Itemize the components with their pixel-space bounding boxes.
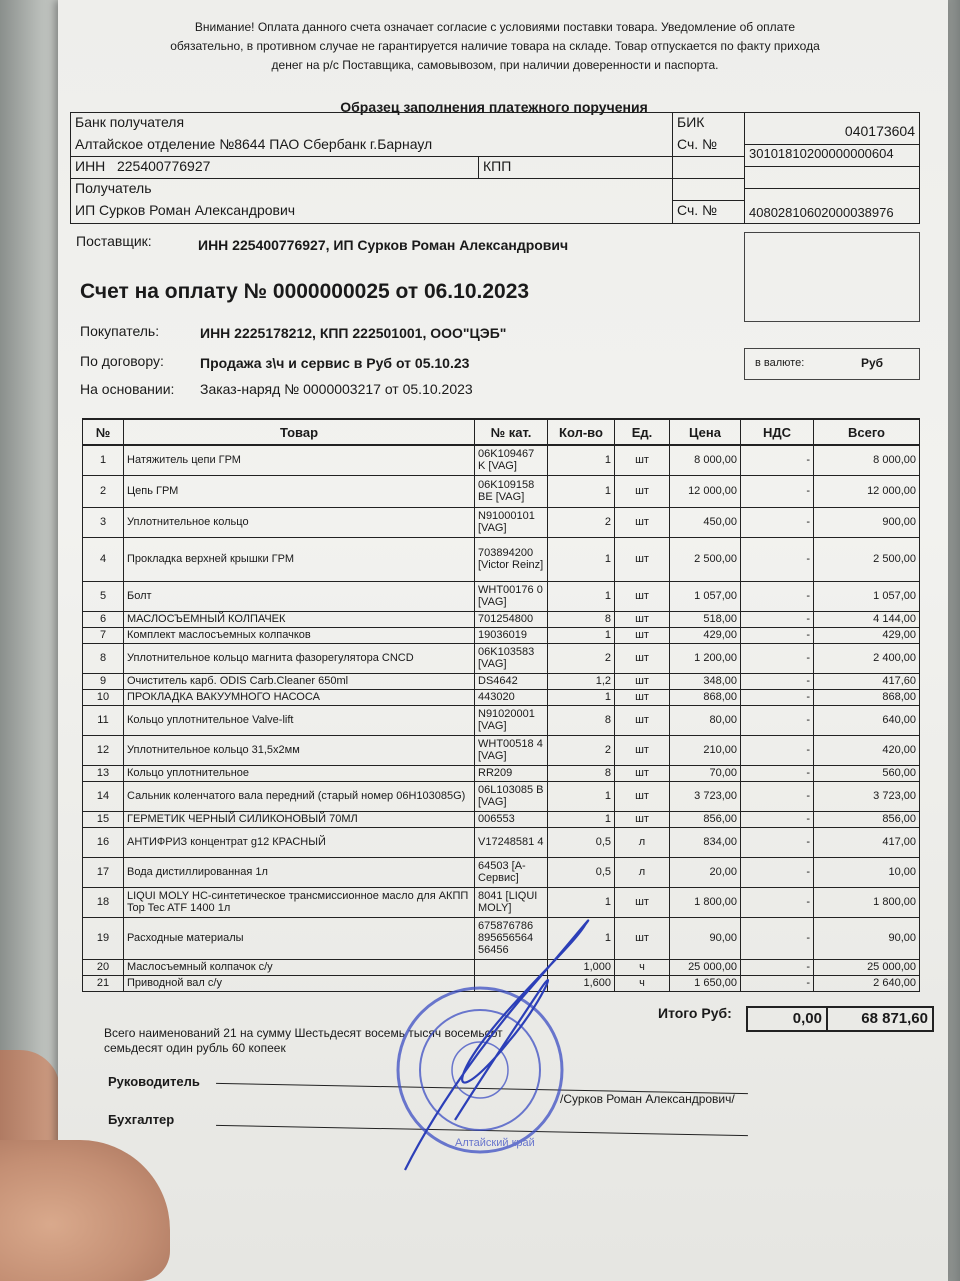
vat: - bbox=[741, 781, 814, 811]
quantity: 1 bbox=[548, 627, 615, 643]
table-row bbox=[83, 917, 920, 959]
total: 1 057,00 bbox=[814, 581, 920, 611]
item-name: АНТИФРИЗ концентрат g12 КРАСНЫЙ bbox=[124, 827, 475, 857]
supplier-label: Поставщик: bbox=[76, 233, 152, 249]
vat: - bbox=[741, 887, 814, 917]
price: 25 000,00 bbox=[670, 959, 741, 975]
total: 2 500,00 bbox=[814, 537, 920, 581]
item-name: Кольцо уплотнительное bbox=[124, 765, 475, 781]
catalog-number: 06K109467 K [VAG] bbox=[475, 445, 548, 475]
currency-label: в валюте: bbox=[755, 357, 805, 369]
vat: - bbox=[741, 611, 814, 627]
item-name: Сальник коленчатого вала передний (старый номер 06H103085G) bbox=[124, 781, 475, 811]
total: 868,00 bbox=[814, 689, 920, 705]
vat: - bbox=[741, 811, 814, 827]
catalog-number: 06K109158 BE [VAG] bbox=[475, 475, 548, 507]
bik-label: БИК bbox=[673, 113, 745, 135]
quantity: 1 bbox=[548, 475, 615, 507]
unit: шт bbox=[615, 627, 670, 643]
table-row bbox=[83, 627, 920, 643]
totals-sum: 68 871,60 bbox=[826, 1006, 934, 1032]
unit: шт bbox=[615, 537, 670, 581]
vat: - bbox=[741, 705, 814, 735]
invoice-items-table bbox=[82, 418, 920, 992]
row-number: 3 bbox=[83, 507, 124, 537]
quantity: 1 bbox=[548, 781, 615, 811]
buyer-value: ИНН 2225178212, КПП 222501001, ООО"ЦЭБ" bbox=[200, 325, 507, 341]
empty-cell-1 bbox=[673, 157, 745, 179]
total: 10,00 bbox=[814, 857, 920, 887]
total: 4 144,00 bbox=[814, 611, 920, 627]
item-name: Уплотнительное кольцо 31,5x2мм bbox=[124, 735, 475, 765]
director-name: /Сурков Роман Александрович/ bbox=[560, 1092, 735, 1106]
unit: л bbox=[615, 857, 670, 887]
price: 348,00 bbox=[670, 673, 741, 689]
row-number: 19 bbox=[83, 917, 124, 959]
total: 3 723,00 bbox=[814, 781, 920, 811]
stamp-text: Алтайский край bbox=[455, 1137, 535, 1149]
item-name: МАСЛОСЪЕМНЫЙ КОЛПАЧЕК bbox=[124, 611, 475, 627]
total: 1 800,00 bbox=[814, 887, 920, 917]
quantity: 1 bbox=[548, 917, 615, 959]
quantity: 8 bbox=[548, 705, 615, 735]
item-name: Вода дистиллированная 1л bbox=[124, 857, 475, 887]
item-name: Комплект маслосъемных колпачков bbox=[124, 627, 475, 643]
row-number: 17 bbox=[83, 857, 124, 887]
col-header-code: № кат. bbox=[475, 419, 548, 445]
total: 12 000,00 bbox=[814, 475, 920, 507]
table-row bbox=[83, 811, 920, 827]
table-row bbox=[83, 781, 920, 811]
price: 518,00 bbox=[670, 611, 741, 627]
row-number: 20 bbox=[83, 959, 124, 975]
row-number: 6 bbox=[83, 611, 124, 627]
item-name: ПРОКЛАДКА ВАКУУМНОГО НАСОСА bbox=[124, 689, 475, 705]
table-row bbox=[83, 537, 920, 581]
catalog-number: DS4642 bbox=[475, 673, 548, 689]
vat: - bbox=[741, 507, 814, 537]
catalog-number: 675876786 895656564 56456 bbox=[475, 917, 548, 959]
item-name: Натяжитель цепи ГРМ bbox=[124, 445, 475, 475]
basis-label: На основании: bbox=[80, 381, 175, 397]
item-name: Маслосъемный колпачок с/у bbox=[124, 959, 475, 975]
unit: шт bbox=[615, 887, 670, 917]
vat: - bbox=[741, 689, 814, 705]
table-row bbox=[83, 689, 920, 705]
col-header-price: Цена bbox=[670, 419, 741, 445]
unit: шт bbox=[615, 689, 670, 705]
catalog-number: V17248581 4 bbox=[475, 827, 548, 857]
item-name: Приводной вал с/у bbox=[124, 975, 475, 991]
col-header-vat: НДС bbox=[741, 419, 814, 445]
vat: - bbox=[741, 959, 814, 975]
unit: шт bbox=[615, 705, 670, 735]
table-row bbox=[83, 959, 920, 975]
col-header-unit: Ед. bbox=[615, 419, 670, 445]
unit: шт bbox=[615, 917, 670, 959]
quantity: 2 bbox=[548, 735, 615, 765]
row-number: 11 bbox=[83, 705, 124, 735]
vat: - bbox=[741, 537, 814, 581]
unit: шт bbox=[615, 781, 670, 811]
account-value: 40802810602000038976 bbox=[749, 205, 894, 220]
bank-name: Алтайское отделение №8644 ПАО Сбербанк г.Барнаул bbox=[71, 135, 673, 157]
quantity: 1,600 bbox=[548, 975, 615, 991]
vat: - bbox=[741, 827, 814, 857]
sum-in-words: Всего наименований 21 на сумму Шестьдесят восемь тысяч восемьсот семьдесят один рубль 60 копеек bbox=[104, 1026, 503, 1055]
total: 90,00 bbox=[814, 917, 920, 959]
table-header-row bbox=[83, 419, 920, 445]
total: 417,60 bbox=[814, 673, 920, 689]
vat: - bbox=[741, 673, 814, 689]
unit: шт bbox=[615, 673, 670, 689]
table-row bbox=[83, 581, 920, 611]
catalog-number: 19036019 bbox=[475, 627, 548, 643]
empty-cell-3 bbox=[673, 179, 745, 201]
quantity: 2 bbox=[548, 643, 615, 673]
price: 1 200,00 bbox=[670, 643, 741, 673]
total: 8 000,00 bbox=[814, 445, 920, 475]
price: 80,00 bbox=[670, 705, 741, 735]
item-name: Болт bbox=[124, 581, 475, 611]
catalog-number: 64503 [А-Сервис] bbox=[475, 857, 548, 887]
invoice-title: Счет на оплату № 0000000025 от 06.10.2023 bbox=[80, 280, 530, 303]
catalog-number: WHT00518 4 [VAG] bbox=[475, 735, 548, 765]
table-row bbox=[83, 735, 920, 765]
quantity: 8 bbox=[548, 765, 615, 781]
bank-details-block bbox=[70, 112, 920, 224]
unit: шт bbox=[615, 643, 670, 673]
vat: - bbox=[741, 445, 814, 475]
price: 20,00 bbox=[670, 857, 741, 887]
unit: ч bbox=[615, 975, 670, 991]
catalog-number: 06K103583 [VAG] bbox=[475, 643, 548, 673]
price: 12 000,00 bbox=[670, 475, 741, 507]
catalog-number: N91000101 [VAG] bbox=[475, 507, 548, 537]
table-row bbox=[83, 673, 920, 689]
unit: шт bbox=[615, 581, 670, 611]
table-row bbox=[83, 975, 920, 991]
row-number: 7 bbox=[83, 627, 124, 643]
price: 868,00 bbox=[670, 689, 741, 705]
catalog-number: 006553 bbox=[475, 811, 548, 827]
unit: шт bbox=[615, 475, 670, 507]
total: 25 000,00 bbox=[814, 959, 920, 975]
row-number: 15 bbox=[83, 811, 124, 827]
currency-box bbox=[744, 348, 920, 380]
catalog-number: WHT00176 0 [VAG] bbox=[475, 581, 548, 611]
unit: шт bbox=[615, 611, 670, 627]
row-number: 1 bbox=[83, 445, 124, 475]
accountant-label: Бухгалтер bbox=[108, 1112, 175, 1127]
row-number: 4 bbox=[83, 537, 124, 581]
bik-value: 040173604 bbox=[745, 113, 919, 145]
kpp-label: КПП bbox=[479, 157, 673, 179]
vat: - bbox=[741, 627, 814, 643]
table-row bbox=[83, 857, 920, 887]
inn-label: ИНН bbox=[75, 158, 106, 174]
total: 420,00 bbox=[814, 735, 920, 765]
row-number: 12 bbox=[83, 735, 124, 765]
col-header-qty: Кол-во bbox=[548, 419, 615, 445]
currency-value: Руб bbox=[861, 356, 884, 370]
table-row bbox=[83, 643, 920, 673]
row-number: 8 bbox=[83, 643, 124, 673]
inn-value: 225400776927 bbox=[116, 158, 211, 174]
total: 2 640,00 bbox=[814, 975, 920, 991]
contract-label: По договору: bbox=[80, 353, 164, 369]
quantity: 8 bbox=[548, 611, 615, 627]
vat: - bbox=[741, 857, 814, 887]
col-header-item: Товар bbox=[124, 419, 475, 445]
unit: л bbox=[615, 827, 670, 857]
quantity: 1 bbox=[548, 581, 615, 611]
recipient-label: Получатель bbox=[71, 179, 673, 201]
unit: шт bbox=[615, 445, 670, 475]
stamp-placeholder-box bbox=[744, 232, 920, 322]
totals-vat: 0,00 bbox=[746, 1006, 828, 1032]
total: 640,00 bbox=[814, 705, 920, 735]
quantity: 1,2 bbox=[548, 673, 615, 689]
price: 450,00 bbox=[670, 507, 741, 537]
item-name: Уплотнительное кольцо магнита фазорегулятора CNCD bbox=[124, 643, 475, 673]
supplier-value: ИНН 225400776927, ИП Сурков Роман Александрович bbox=[198, 237, 569, 253]
payment-notice: Внимание! Оплата данного счета означает согласие с условиями поставки товара. Уведомление об оплате обязательно, в противном случае не гарантируется наличие товара на складе. Товар отпускается по факту прихода денег на р/с Поставщика, самовывозом, при наличии доверенности и паспорта. bbox=[170, 20, 820, 72]
row-number: 21 bbox=[83, 975, 124, 991]
inn-cell bbox=[71, 157, 479, 179]
quantity: 0,5 bbox=[548, 857, 615, 887]
price: 1 650,00 bbox=[670, 975, 741, 991]
quantity: 1 bbox=[548, 445, 615, 475]
item-name: Расходные материалы bbox=[124, 917, 475, 959]
price: 429,00 bbox=[670, 627, 741, 643]
catalog-number: RR209 bbox=[475, 765, 548, 781]
corr-account-value: 30101810200000000604 bbox=[745, 145, 919, 167]
row-number: 2 bbox=[83, 475, 124, 507]
catalog-number: 701254800 bbox=[475, 611, 548, 627]
price: 834,00 bbox=[670, 827, 741, 857]
empty-cell-2 bbox=[745, 167, 919, 189]
total: 560,00 bbox=[814, 765, 920, 781]
col-header-total: Всего bbox=[814, 419, 920, 445]
basis-value: Заказ-наряд № 0000003217 от 05.10.2023 bbox=[200, 381, 473, 397]
account-label: Сч. № bbox=[673, 201, 745, 223]
vat: - bbox=[741, 917, 814, 959]
unit: шт bbox=[615, 507, 670, 537]
vat: - bbox=[741, 735, 814, 765]
total: 856,00 bbox=[814, 811, 920, 827]
catalog-number bbox=[475, 959, 548, 975]
table-row bbox=[83, 507, 920, 537]
row-number: 18 bbox=[83, 887, 124, 917]
unit: ч bbox=[615, 959, 670, 975]
price: 1 800,00 bbox=[670, 887, 741, 917]
vat: - bbox=[741, 765, 814, 781]
table-row bbox=[83, 705, 920, 735]
quantity: 0,5 bbox=[548, 827, 615, 857]
table-row bbox=[83, 765, 920, 781]
payment-form-title: Образец заполнения платежного поручения bbox=[340, 99, 648, 115]
director-label: Руководитель bbox=[108, 1074, 200, 1089]
item-name: Очиститель карб. ODIS Carb.Cleaner 650ml bbox=[124, 673, 475, 689]
unit: шт bbox=[615, 811, 670, 827]
catalog-number: 06L103085 B [VAG] bbox=[475, 781, 548, 811]
recipient-name: ИП Сурков Роман Александрович bbox=[71, 201, 673, 223]
item-name: Уплотнительное кольцо bbox=[124, 507, 475, 537]
table-row bbox=[83, 445, 920, 475]
contract-value: Продажа з\ч и сервис в Руб от 05.10.23 bbox=[200, 355, 470, 371]
corr-account-label: Сч. № bbox=[673, 135, 745, 157]
vat: - bbox=[741, 475, 814, 507]
price: 2 500,00 bbox=[670, 537, 741, 581]
row-number: 5 bbox=[83, 581, 124, 611]
catalog-number: 8041 [LIQUI MOLY] bbox=[475, 887, 548, 917]
col-header-number: № bbox=[83, 419, 124, 445]
vat: - bbox=[741, 643, 814, 673]
totals-label: Итого Руб: bbox=[658, 1005, 732, 1021]
catalog-number: 703894200 [Victor Reinz] bbox=[475, 537, 548, 581]
quantity: 1,000 bbox=[548, 959, 615, 975]
quantity: 2 bbox=[548, 507, 615, 537]
total: 2 400,00 bbox=[814, 643, 920, 673]
price: 90,00 bbox=[670, 917, 741, 959]
vat: - bbox=[741, 581, 814, 611]
catalog-number bbox=[475, 975, 548, 991]
quantity: 1 bbox=[548, 537, 615, 581]
total: 417,00 bbox=[814, 827, 920, 857]
price: 70,00 bbox=[670, 765, 741, 781]
table-row bbox=[83, 887, 920, 917]
vat: - bbox=[741, 975, 814, 991]
row-number: 16 bbox=[83, 827, 124, 857]
item-name: ГЕРМЕТИК ЧЕРНЫЙ СИЛИКОНОВЫЙ 70МЛ bbox=[124, 811, 475, 827]
quantity: 1 bbox=[548, 811, 615, 827]
quantity: 1 bbox=[548, 689, 615, 705]
row-number: 9 bbox=[83, 673, 124, 689]
unit: шт bbox=[615, 765, 670, 781]
price: 3 723,00 bbox=[670, 781, 741, 811]
table-row bbox=[83, 827, 920, 857]
item-name: LIQUI MOLY HC-синтетическое трансмиссионное масло для АКПП Top Tec ATF 1400 1л bbox=[124, 887, 475, 917]
quantity: 1 bbox=[548, 887, 615, 917]
price: 856,00 bbox=[670, 811, 741, 827]
row-number: 14 bbox=[83, 781, 124, 811]
table-body bbox=[83, 445, 920, 991]
price: 8 000,00 bbox=[670, 445, 741, 475]
table-row bbox=[83, 475, 920, 507]
item-name: Кольцо уплотнительное Valve-lift bbox=[124, 705, 475, 735]
table-row bbox=[83, 611, 920, 627]
total: 900,00 bbox=[814, 507, 920, 537]
bank-label: Банк получателя bbox=[71, 113, 673, 135]
total: 429,00 bbox=[814, 627, 920, 643]
buyer-label: Покупатель: bbox=[80, 323, 160, 339]
catalog-number: N91020001 [VAG] bbox=[475, 705, 548, 735]
row-number: 13 bbox=[83, 765, 124, 781]
unit: шт bbox=[615, 735, 670, 765]
item-name: Цепь ГРМ bbox=[124, 475, 475, 507]
price: 1 057,00 bbox=[670, 581, 741, 611]
item-name: Прокладка верхней крышки ГРМ bbox=[124, 537, 475, 581]
catalog-number: 443020 bbox=[475, 689, 548, 705]
price: 210,00 bbox=[670, 735, 741, 765]
row-number: 10 bbox=[83, 689, 124, 705]
